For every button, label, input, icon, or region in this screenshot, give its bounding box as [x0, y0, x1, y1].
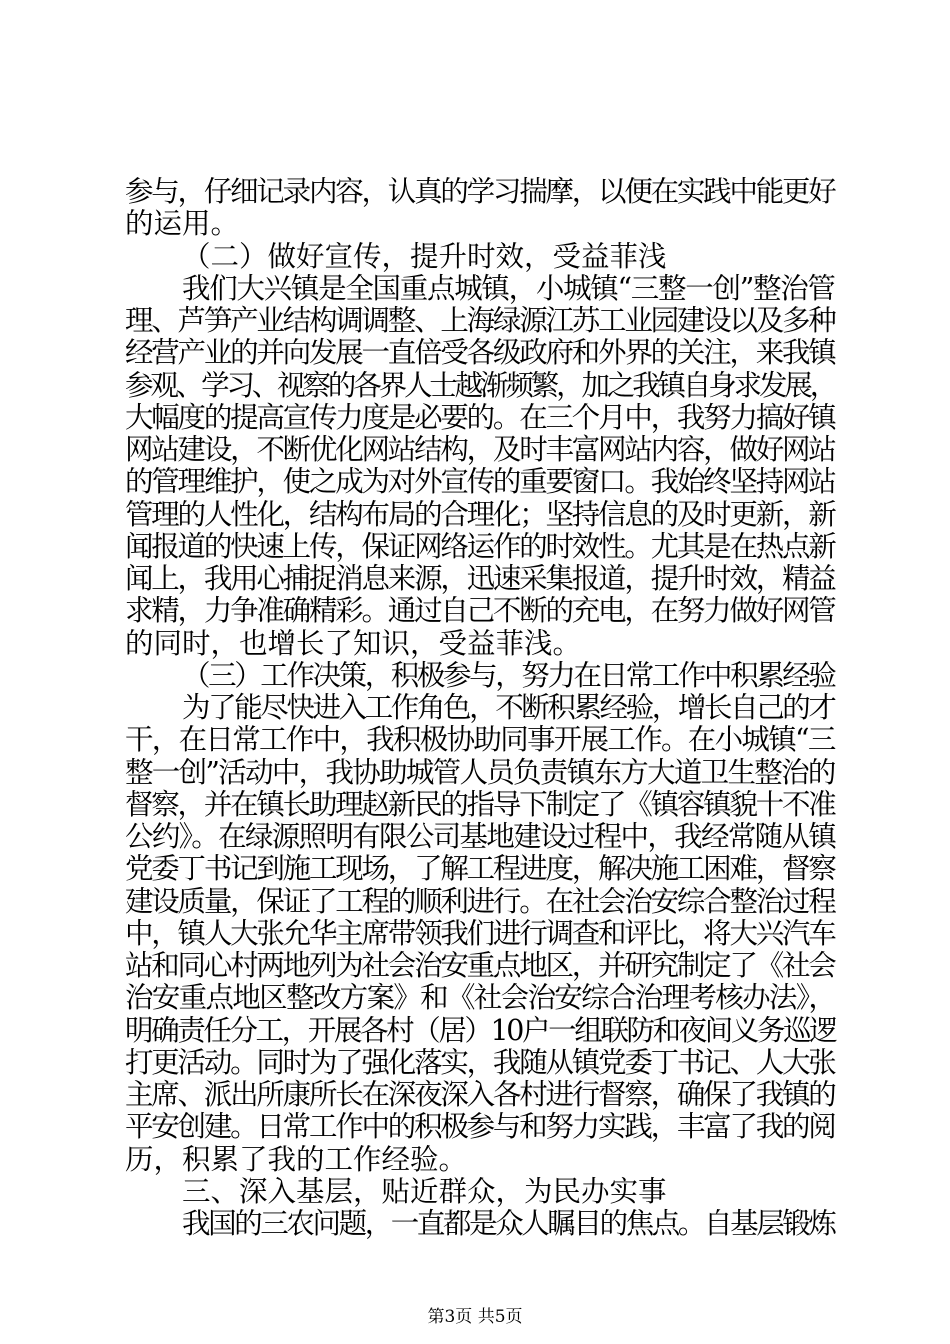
section-heading: 三、深入基层，贴近群众，为民办实事	[182, 1175, 667, 1208]
text-line: 站和同心村两地列为社会治安重点地区，并研究制定了《社会	[125, 949, 835, 982]
section-heading: （二）做好宣传，提升时效，受益菲浅	[182, 240, 667, 273]
text-line: 平安创建。日常工作中的积极参与和努力实践，丰富了我的阅	[125, 1110, 835, 1143]
text-line: 中，镇人大张允华主席带领我们进行调查和评比，将大兴汽车	[125, 917, 835, 950]
text-line: 主席、派出所康所长在深夜深入各村进行督察，确保了我镇的	[125, 1078, 835, 1111]
text-line: 干，在日常工作中，我积极协助同事开展工作。在小城镇“三	[125, 723, 835, 756]
text-line: 党委丁书记到施工现场，了解工程进度，解决施工困难，督察	[125, 852, 835, 885]
text-line: 参观、学习、视察的各界人士越渐频繁，加之我镇自身求发展，	[125, 369, 836, 402]
text-line: 打更活动。同时为了强化落实，我随从镇党委丁书记、人大张	[125, 1046, 835, 1079]
text-line: 我国的三农问题，一直都是众人瞩目的焦点。自基层锻炼	[182, 1207, 835, 1240]
text-line: 治安重点地区整改方案》和《社会治安综合治理考核办法》，	[125, 981, 836, 1014]
text-line: 为了能尽快进入工作角色，不断积累经验，增长自己的才	[182, 691, 835, 724]
text-line: 建设质量，保证了工程的顺利进行。在社会治安综合整治过程	[125, 885, 835, 918]
text-line: 历，积累了我的工作经验。	[125, 1143, 468, 1176]
text-line: 整一创”活动中，我协助城管人员负责镇东方大道卫生整治的	[125, 756, 835, 789]
text-line: 明确责任分工，开展各村（居）10户一组联防和夜间义务巡逻	[125, 1014, 836, 1047]
text-line: 网站建设，不断优化网站结构，及时丰富网站内容，做好网站	[125, 433, 835, 466]
text-line: 的同时，也增长了知识，受益菲浅。	[125, 627, 582, 660]
text-line: 求精，力争准确精彩。通过自己不断的充电，在努力做好网管	[125, 594, 835, 627]
section-heading: （三）工作决策，积极参与，努力在日常工作中积累经验	[182, 659, 835, 692]
text-line: 督察，并在镇长助理赵新民的指导下制定了《镇容镇貌十不准	[125, 788, 835, 821]
text-line: 参与，仔细记录内容，认真的学习揣摩，以便在实践中能更好	[125, 175, 835, 208]
text-line: 经营产业的并向发展一直倍受各级政府和外界的关注，来我镇	[125, 336, 835, 369]
text-line: 闻上，我用心捕捉消息来源，迅速采集报道，提升时效，精益	[125, 562, 835, 595]
text-line: 的运用。	[125, 207, 240, 240]
text-line: 我们大兴镇是全国重点城镇，小城镇“三整一创”整治管	[182, 272, 835, 305]
text-line: 公约》。在绿源照明有限公司基地建设过程中，我经常随从镇	[125, 820, 836, 853]
text-line: 理、芦笋产业结构调调整、上海绿源江苏工业园建设以及多种	[125, 304, 835, 337]
text-line: 的管理维护，使之成为对外宣传的重要窗口。我始终坚持网站	[125, 465, 835, 498]
text-line: 闻报道的快速上传，保证网络运作的时效性。尤其是在热点新	[125, 530, 835, 563]
text-line: 大幅度的提高宣传力度是必要的。在三个月中，我努力搞好镇	[125, 401, 835, 434]
page-footer: 第3页 共5页	[427, 1307, 523, 1327]
text-line: 管理的人性化，结构布局的合理化；坚持信息的及时更新，新	[125, 498, 835, 531]
